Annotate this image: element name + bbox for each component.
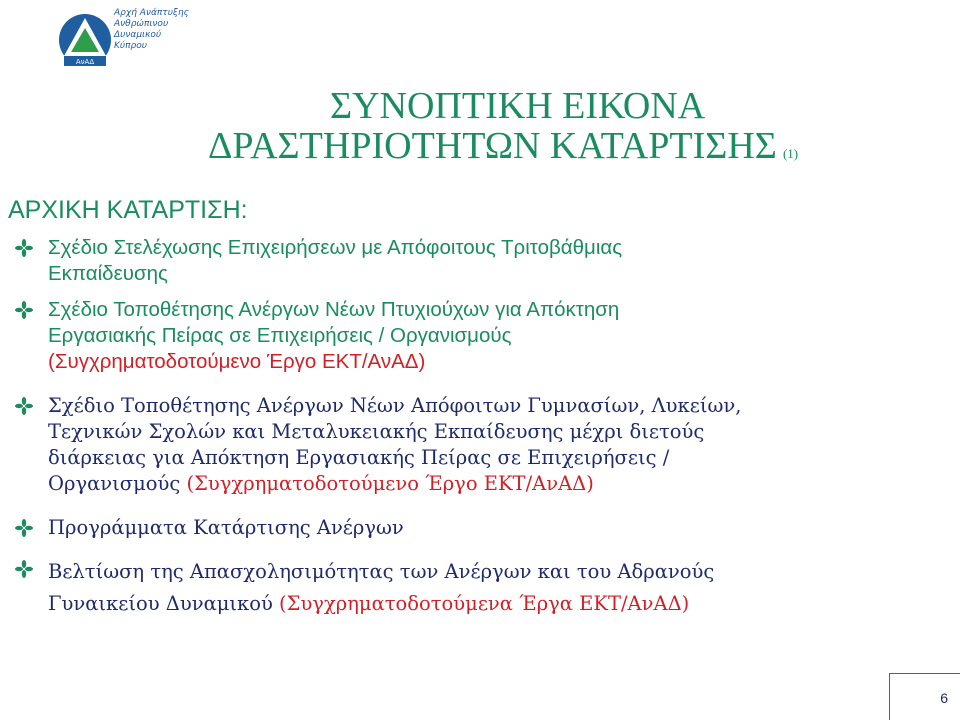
list-item-line (48, 588, 948, 620)
logo-mark-text: ΑνΑΔ (75, 58, 95, 66)
logo-line-1: Αρχή Ανάπτυξης (114, 8, 189, 18)
section-heading: ΑΡΧΙΚΗ ΚΑΤΑΡΤΙΣΗ: (8, 196, 248, 224)
list-item-line: Εργασιακής Πείρας σε Επιχειρήσεις / Οργανισμούς (48, 324, 512, 347)
logo-line-2: Ανθρώπινου (114, 19, 169, 29)
list-item-line: Προγράμματα Κατάρτισης Ανέργων (48, 516, 404, 539)
slide-title-text: ΔΡΑΣΤΗΡΙΟΤΗΤΩΝ ΚΑΤΑΡΤΙΣΗΣ (208, 125, 777, 167)
list-item (48, 393, 948, 497)
logo-mark-icon (58, 12, 112, 68)
diamond-bullet-icon (14, 559, 34, 579)
list-item-line: Σχέδιο Τοποθέτησης Ανέργων Νέων Απόφοιτων Γυμνασίων, Λυκείων, (48, 394, 742, 417)
list-item-line (48, 471, 948, 497)
diamond-bullet-icon (14, 518, 34, 538)
list-item (48, 235, 948, 287)
list-item-text: Οργανισμούς (48, 472, 181, 495)
organization-logo (58, 6, 208, 70)
logo-line-4: Κύπρου (114, 41, 147, 51)
list-item-line: Σχέδιο Στελέχωσης Επιχειρήσεων με Απόφοιτους Τριτοβάθμιας (48, 236, 623, 259)
list-item-line: Βελτίωση της Απασχολησιμότητας των Ανέργων και του Αδρανούς (48, 560, 715, 583)
slide-title-line-2 (208, 126, 960, 174)
page-number-frame (889, 673, 960, 720)
list-item-line: Εκπαίδευσης (48, 262, 168, 285)
logo-wordmark (114, 8, 214, 52)
diamond-bullet-icon (14, 300, 34, 320)
cofunding-note: (Συγχρηματοδοτούμενο Έργο ΕΚΤ/ΑνΑΔ) (186, 472, 594, 495)
slide-title-number: (1) (782, 146, 799, 161)
list-item-text: Γυναικείου Δυναμικού (48, 592, 273, 615)
diamond-bullet-icon (14, 396, 34, 416)
list-item (48, 515, 948, 541)
page-number: 6 (940, 690, 948, 706)
cofunding-note: (Συγχρηματοδοτούμενο Έργο ΕΚΤ/ΑνΑΔ) (48, 350, 426, 373)
slide-title-line-1: ΣΥΝΟΠΤΙΚΗ ΕΙΚΟΝΑ (330, 85, 706, 127)
logo-line-3: Δυναμικού (114, 30, 162, 40)
list-item (48, 297, 948, 375)
list-item (48, 556, 948, 620)
cofunding-note: (Συγχρηματοδοτούμενα Έργα ΕΚΤ/ΑνΑΔ) (279, 592, 690, 615)
list-item-line: διάρκειας για Απόκτηση Εργασιακής Πείρας σε Επιχειρήσεις / (48, 446, 670, 469)
diamond-bullet-icon (14, 238, 34, 258)
list-item-line: Τεχνικών Σχολών και Μεταλυκειακής Εκπαίδευσης μέχρι διετούς (48, 420, 705, 443)
list-item-line: Σχέδιο Τοποθέτησης Ανέργων Νέων Πτυχιούχων για Απόκτηση (48, 298, 620, 321)
